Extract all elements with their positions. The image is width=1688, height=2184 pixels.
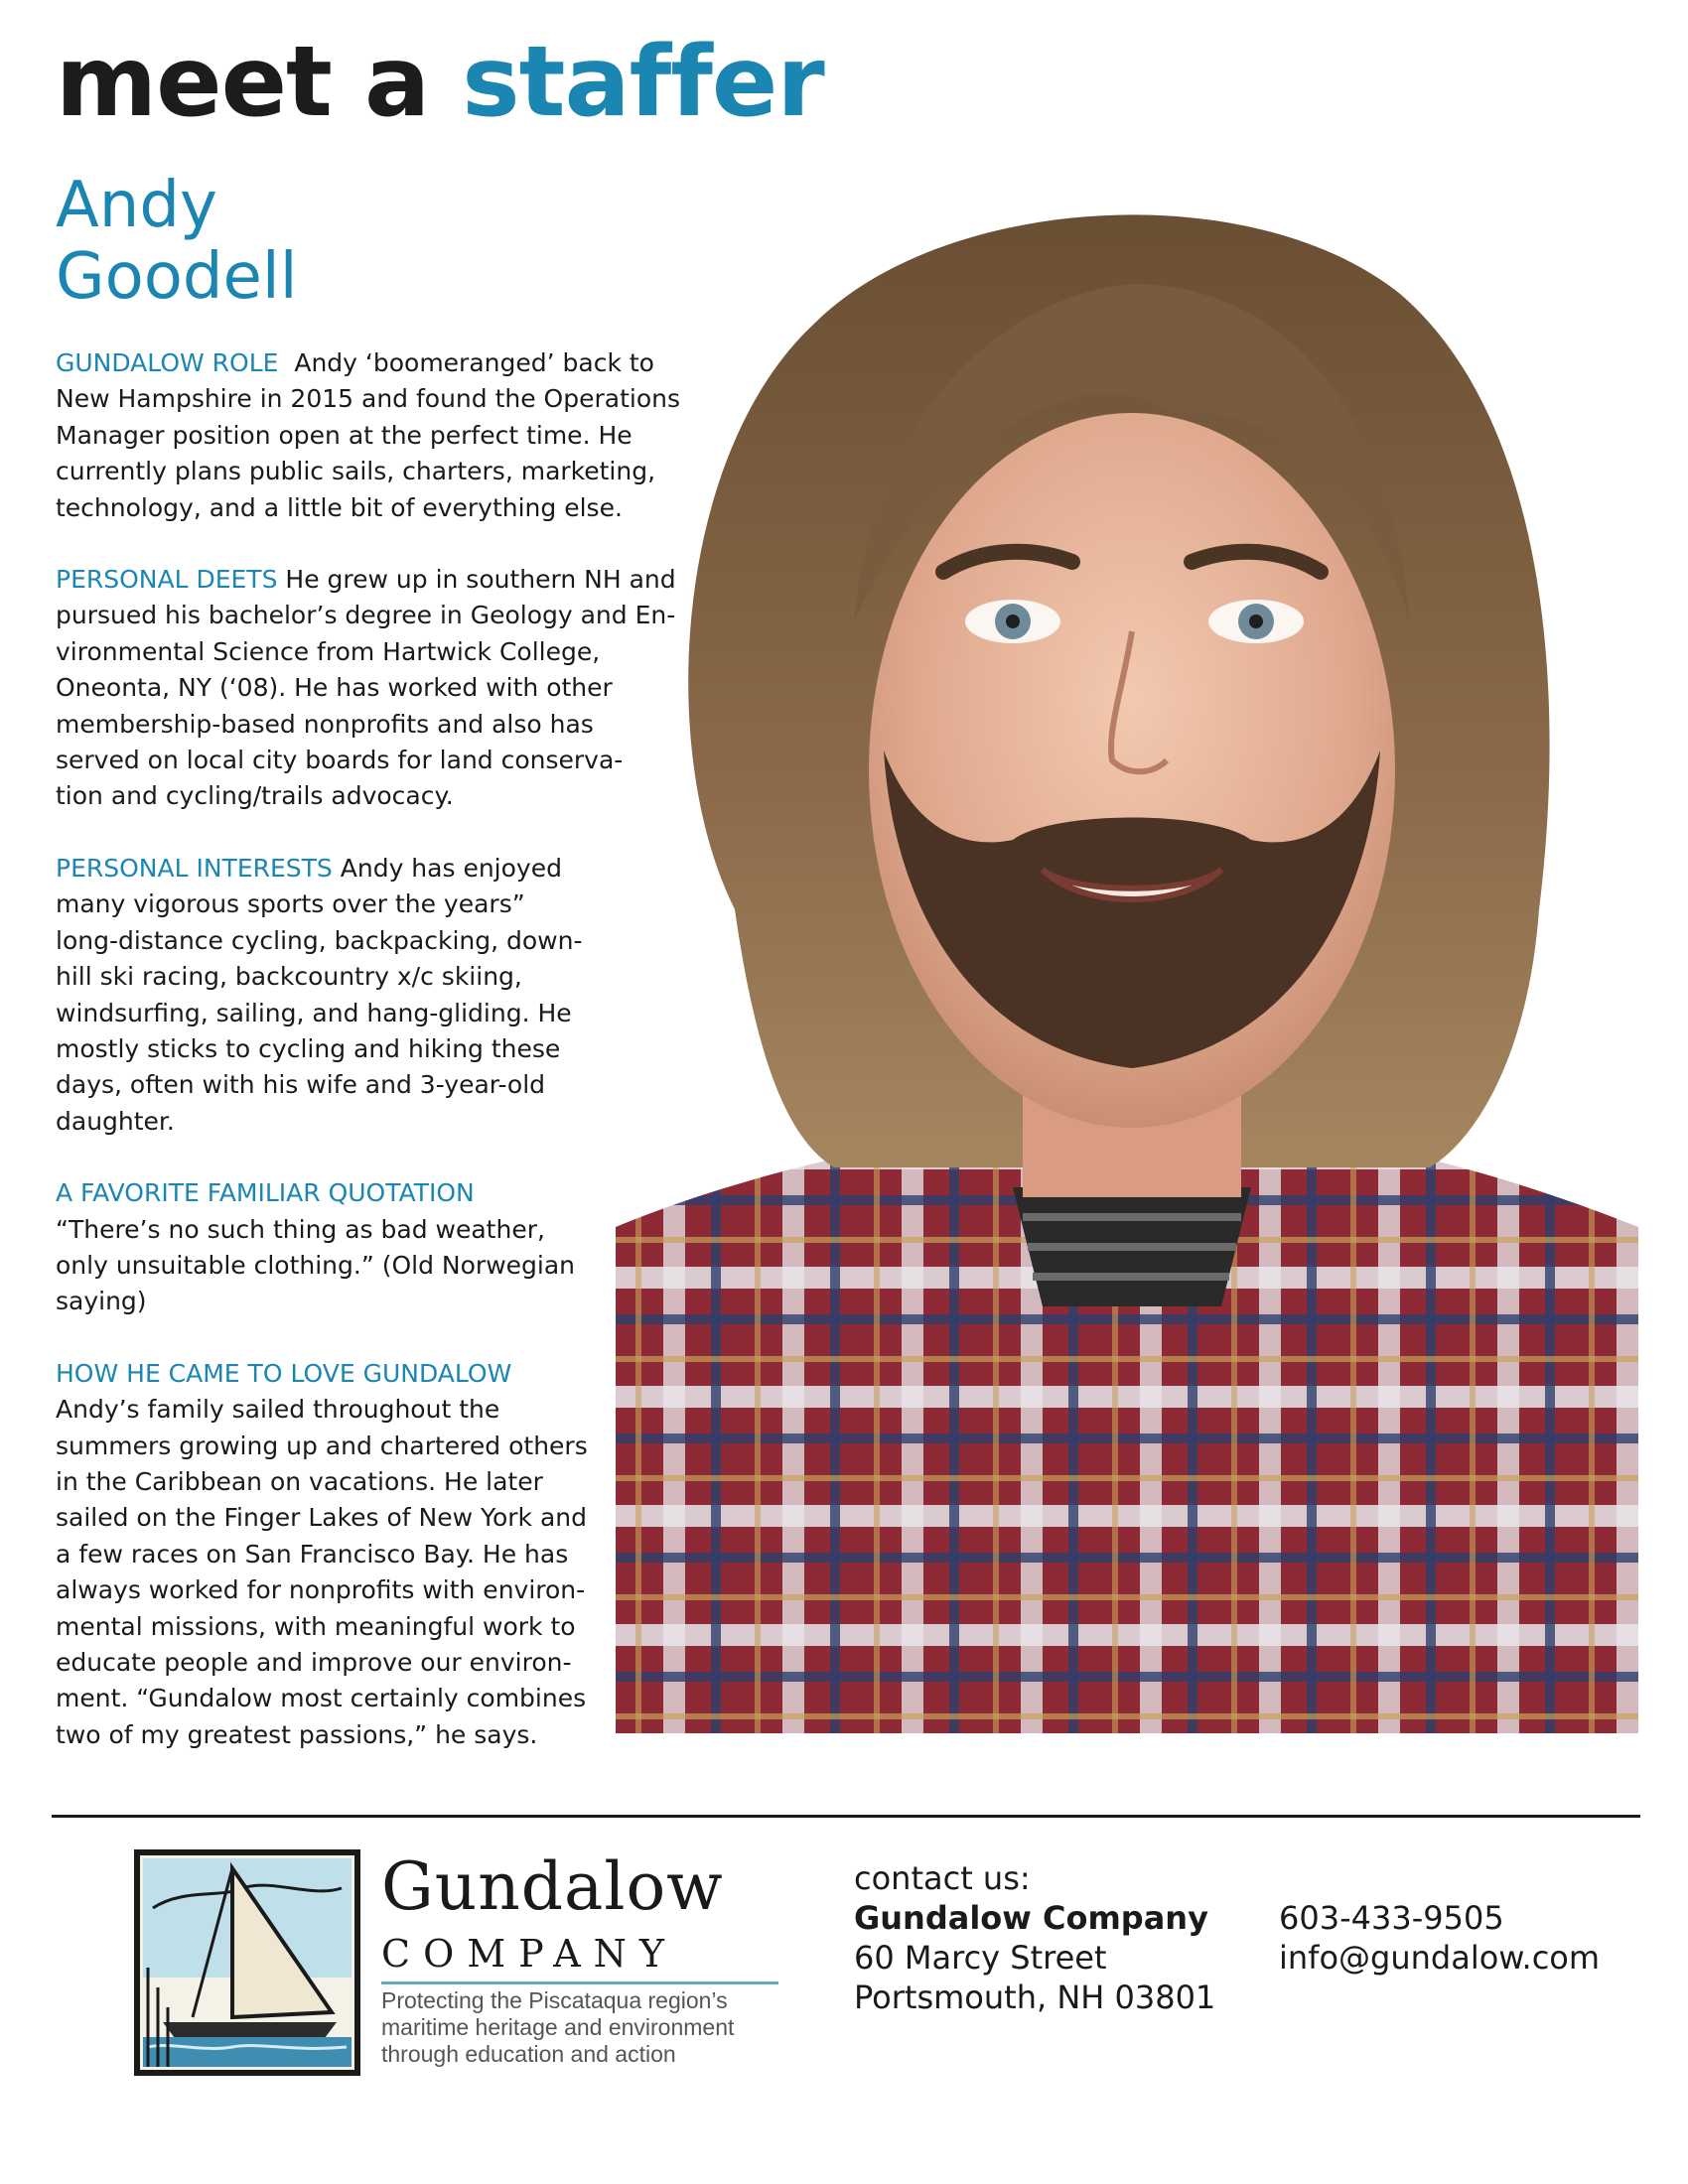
sailboat-logo-icon [133, 1848, 361, 2077]
role-line: Andy ‘boomeranged’ back to [294, 348, 654, 377]
role-line: technology, and a little bit of everything else. [56, 492, 623, 522]
love-line: summers growing up and chartered others [56, 1431, 588, 1460]
section-interests [56, 851, 681, 1140]
gundalow-logo [133, 1848, 788, 2067]
headline-part1: meet a [56, 26, 430, 139]
contact-address [854, 1858, 1215, 2017]
deets-line: tion and cycling/trails advocacy. [56, 781, 454, 811]
logo-rule [381, 1981, 778, 1984]
headline-part2: staffer [462, 26, 824, 139]
deets-line: membership-based nonprofits and also has [56, 709, 594, 739]
footer-divider [52, 1815, 1640, 1818]
interests-line: long-distance cycling, backpacking, down- [56, 925, 583, 955]
logo-tagline [381, 1987, 734, 2068]
interests-line: windsurfing, sailing, and hang-gliding. He [56, 998, 572, 1027]
love-line: ment. “Gundalow most certainly combines [56, 1684, 587, 1713]
love-line: two of my greatest passions,” he says. [56, 1719, 538, 1749]
interests-line: days, often with his wife and 3-year-old [56, 1070, 546, 1100]
section-label-role: GUNDALOW ROLE [56, 348, 279, 377]
interests-line: Andy has enjoyed [340, 853, 562, 883]
page-headline [56, 26, 824, 139]
contact-details [1279, 1898, 1600, 1978]
staffer-portrait-photo [616, 155, 1638, 1733]
section-label-deets: PERSONAL DEETS [56, 565, 278, 595]
profile-text [56, 345, 681, 1789]
quotation-line: “There’s no such thing as bad weather, [56, 1214, 545, 1244]
section-label-interests: PERSONAL INTERESTS [56, 853, 333, 883]
staffer-last-name: Goodell [56, 239, 298, 314]
staffer-name [56, 171, 297, 313]
contact-heading: contact us: [854, 1859, 1031, 1897]
role-line: New Hampshire in 2015 and found the Operations [56, 384, 680, 414]
deets-line: Oneonta, NY (‘08). He has worked with other [56, 673, 613, 703]
deets-line: pursued his bachelor’s degree in Geology and En- [56, 601, 676, 630]
contact-email[interactable]: info@gundalow.com [1279, 1939, 1601, 1977]
section-role [56, 345, 681, 526]
section-deets [56, 562, 681, 815]
section-love [56, 1356, 681, 1753]
section-quotation [56, 1175, 681, 1320]
love-line: always worked for nonprofits with environ- [56, 1575, 586, 1605]
interests-line: mostly sticks to cycling and hiking these [56, 1033, 561, 1063]
quotation-line: saying) [56, 1287, 147, 1316]
contact-phone[interactable]: 603-433-9505 [1279, 1899, 1504, 1937]
love-line: mental missions, with meaningful work to [56, 1611, 576, 1641]
contact-company: Gundalow Company [854, 1899, 1208, 1937]
staffer-first-name: Andy [56, 169, 217, 242]
logo-name: Gundalow [381, 1848, 724, 1925]
role-line: currently plans public sails, charters, marketing, [56, 457, 656, 486]
love-line: Andy’s family sailed throughout the [56, 1395, 500, 1425]
tagline-line: maritime heritage and environment [381, 2014, 735, 2040]
section-label-quotation: A FAVORITE FAMILIAR QUOTATION [56, 1178, 475, 1208]
tagline-line: through education and action [381, 2041, 676, 2067]
tagline-line: Protecting the Piscataqua region’s [381, 1987, 728, 2013]
interests-line: many vigorous sports over the years” [56, 889, 525, 919]
role-line: Manager position open at the perfect time. He [56, 420, 633, 450]
section-label-love: HOW HE CAME TO LOVE GUNDALOW [56, 1358, 512, 1388]
interests-line: daughter. [56, 1106, 175, 1136]
love-line: sailed on the Finger Lakes of New York and [56, 1503, 588, 1533]
logo-company: COMPANY [381, 1932, 677, 1976]
quotation-line: only unsuitable clothing.” (Old Norwegian [56, 1250, 576, 1280]
deets-line: vironmental Science from Hartwick College, [56, 636, 601, 666]
love-line: a few races on San Francisco Bay. He has [56, 1539, 569, 1569]
love-line: in the Caribbean on vacations. He later [56, 1466, 543, 1496]
interests-line: hill ski racing, backcountry x/c skiing, [56, 962, 522, 992]
contact-street: 60 Marcy Street [854, 1939, 1107, 1977]
contact-city: Portsmouth, NH 03801 [854, 1979, 1216, 2016]
love-line: educate people and improve our environ- [56, 1648, 572, 1677]
deets-line: served on local city boards for land conserva- [56, 746, 624, 775]
deets-line: He grew up in southern NH and [285, 565, 676, 595]
